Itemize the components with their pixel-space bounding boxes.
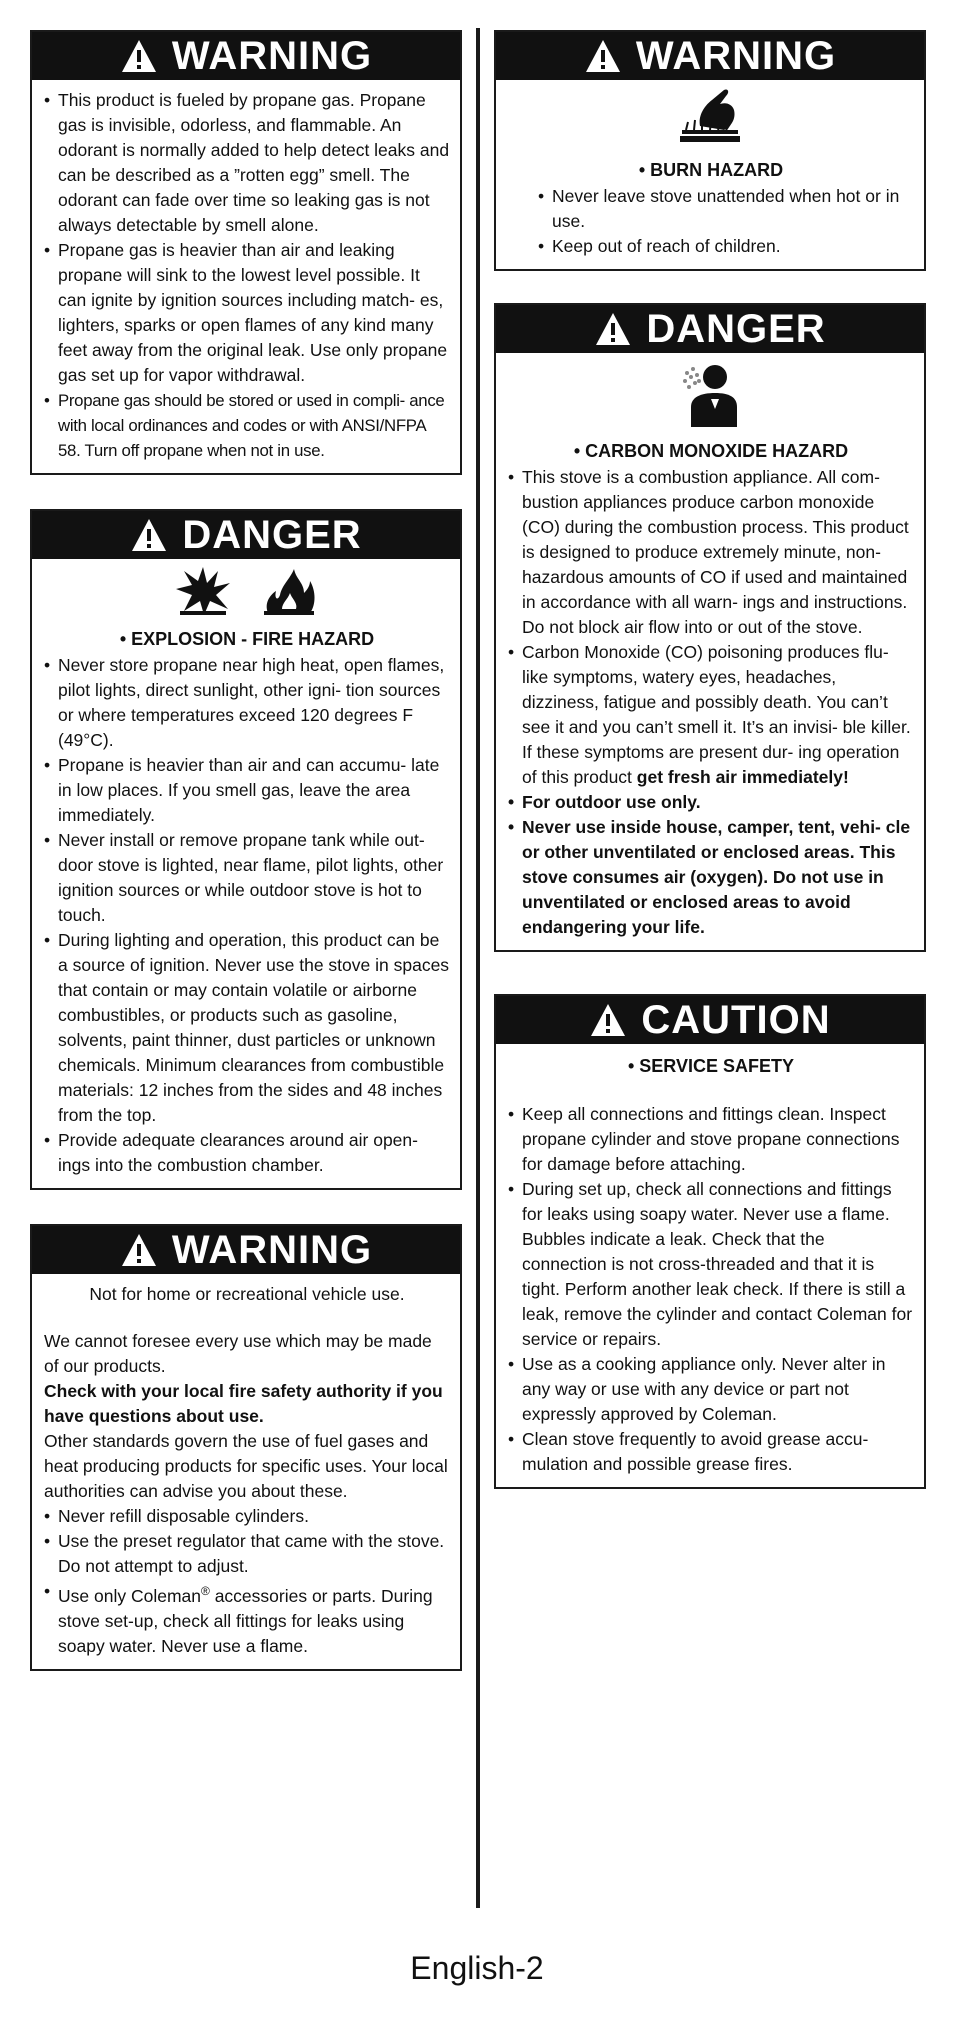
- list-item: • Use as a cooking appliance only. Never alter in any way or use with any device or part not expressly approved by Coleman.: [508, 1352, 914, 1427]
- home-use-warning-box: [30, 1224, 462, 1671]
- explosion-danger-box: [30, 509, 462, 1190]
- left-column: [30, 30, 462, 1705]
- banner-label: WARNING: [635, 34, 837, 78]
- list-item: • Never use inside house, camper, tent, vehi- cle or other unventilated or enclosed areas. This stove consumes air (oxygen). Do not use in unventilated or enclosed areas to avoid endangering your life.: [508, 815, 914, 940]
- service-caution-box: [494, 994, 926, 1489]
- list-item-text: Use only Coleman: [58, 1585, 201, 1606]
- warning-triangle-icon: [120, 38, 158, 74]
- explosion-icon: [174, 565, 232, 617]
- list-item-text: Carbon Monoxide (CO) poisoning produces flu-like symptoms, watery eyes, headaches, dizziness, fatigue and possibly death. You can’t see it and you can’t smell it. It’s an invisi- ble killer. If these symptoms are present dur- ing operation of this product: [522, 642, 911, 787]
- burn-warning-text: [496, 148, 924, 269]
- hazard-title: • CARBON MONOXIDE HAZARD: [573, 441, 849, 461]
- list-item: [44, 1579, 450, 1659]
- warning-banner: [32, 1226, 460, 1274]
- list-item: • Keep out of reach of children.: [538, 234, 914, 259]
- home-use-warning-text: [32, 1274, 460, 1669]
- list-item: • For outdoor use only.: [508, 790, 914, 815]
- list-item: • Never store propane near high heat, open flames, pilot lights, direct sunlight, other igni- tion sources or where temperatures exceed 120 degrees F (49°C).: [44, 653, 450, 753]
- warning-triangle-icon: [584, 38, 622, 74]
- list-item: • Keep all connections and fittings clean. Inspect propane cylinder and stove propane connections for damage before attaching.: [508, 1102, 914, 1177]
- intro-text: Not for home or recreational vehicle use.: [89, 1284, 405, 1304]
- bold-text: get fresh air immediately!: [636, 767, 849, 787]
- warning-triangle-icon: [120, 1232, 158, 1268]
- propane-warning-box: [30, 30, 462, 475]
- warning-triangle-icon: [594, 311, 632, 347]
- carbon-monoxide-danger-box: [494, 303, 926, 952]
- page-number: English-2: [410, 1950, 544, 1986]
- list-item: • Never refill disposable cylinders.: [44, 1504, 450, 1529]
- list-item: • Use the preset regulator that came with the stove. Do not attempt to adjust.: [44, 1529, 450, 1579]
- warning-banner: [496, 32, 924, 80]
- list-item: • During set up, check all connections and fittings for leaks using soapy water. Never use a flame. Bubbles indicate a leak. Check that the connection is not cross-threaded and that it is tight. Perform another leak check. If there is still a leak, remove the cylinder and contact Coleman for service or repairs.: [508, 1177, 914, 1352]
- registered-mark: ®: [200, 1584, 210, 1598]
- list-item-text: accessories or parts. During stove set-up, check all fittings for leaks using soapy water. Never use a flame.: [58, 1585, 433, 1656]
- propane-warning-text: [32, 80, 460, 473]
- fire-icon: [260, 565, 318, 617]
- list-item: • During lighting and operation, this product can be a source of ignition. Never use the stove in spaces that contain or may contain volatile or airborne combustibles, or products such as gasoline, solvents, paint thinner, dust particles or unknown chemicals. Minimum clearances from combustible materials: 12 inches from the sides and 48 inches from the top.: [44, 928, 450, 1128]
- hazard-title: • BURN HAZARD: [638, 160, 784, 180]
- hazard-title: • EXPLOSION - FIRE HAZARD: [119, 629, 375, 649]
- banner-label: DANGER: [182, 513, 362, 557]
- list-item: • This stove is a combustion appliance. All com- bustion appliances produce carbon monoxide (CO) during the combustion process. This product is designed to produce extremely minute, non-hazardous amounts of CO if used and maintained in accordance with all warn- ings and instructions. Do not block air flow into or out of the stove.: [508, 465, 914, 640]
- list-item: [508, 640, 914, 790]
- hazard-title: • SERVICE SAFETY: [627, 1056, 794, 1076]
- list-item: • Propane gas should be stored or used in compli- ance with local ordinances and codes or with ANSI/NFPA 58. Turn off propane when not in use.: [44, 388, 450, 463]
- list-item: • This product is fueled by propane gas. Propane gas is invisible, odorless, and flammable. An odorant is normally added to help detect leaks and can be described as a ”rotten egg” smell. The odorant can fade over time so leaking gas is not always detectable by smell alone.: [44, 88, 450, 238]
- banner-label: DANGER: [646, 307, 826, 351]
- column-divider: [476, 28, 480, 1908]
- banner-label: WARNING: [171, 34, 373, 78]
- service-caution-text: [496, 1044, 924, 1487]
- banner-label: WARNING: [171, 1228, 373, 1272]
- list-item: • Propane is heavier than air and can accumu- late in low places. If you smell gas, leave the area immediately.: [44, 753, 450, 828]
- burn-warning-box: [494, 30, 926, 271]
- paragraph: We cannot foresee every use which may be made of our products.: [44, 1331, 432, 1376]
- warning-triangle-icon: [589, 1002, 627, 1038]
- list-item: • Provide adequate clearances around air open- ings into the combustion chamber.: [44, 1128, 450, 1178]
- bold-paragraph: Check with your local fire safety authority if you have questions about use.: [44, 1381, 443, 1426]
- warning-triangle-icon: [130, 517, 168, 553]
- carbon-monoxide-person-icon: [677, 359, 743, 429]
- hazard-icons: [496, 80, 924, 148]
- list-item: • Clean stove frequently to avoid grease accu- mulation and possible grease fires.: [508, 1427, 914, 1477]
- right-column: [494, 30, 926, 1523]
- danger-banner: [32, 511, 460, 559]
- caution-banner: [496, 996, 924, 1044]
- hazard-icons: [496, 353, 924, 429]
- explosion-danger-text: [32, 617, 460, 1188]
- paragraph: Other standards govern the use of fuel gases and heat producing products for specific uses. Your local authorities can advise you about these.: [44, 1431, 448, 1501]
- warning-banner: [32, 32, 460, 80]
- list-item: • Propane gas is heavier than air and leaking propane will sink to the lowest level possible. It can ignite by ignition sources including match- es, lighters, sparks or open flames of any kind many feet away from the original leak. Use only propane gas set up for vapor withdrawal.: [44, 238, 450, 388]
- list-item: • Never leave stove unattended when hot or in use.: [538, 184, 914, 234]
- hazard-icons: [32, 559, 460, 617]
- list-item: • Never install or remove propane tank while out- door stove is lighted, near flame, pilot lights, other ignition sources or while outdoor stove is hot to touch.: [44, 828, 450, 928]
- burning-hand-icon: [678, 86, 742, 148]
- banner-label: CAUTION: [641, 998, 831, 1042]
- carbon-monoxide-danger-text: [496, 429, 924, 950]
- danger-banner: [496, 305, 924, 353]
